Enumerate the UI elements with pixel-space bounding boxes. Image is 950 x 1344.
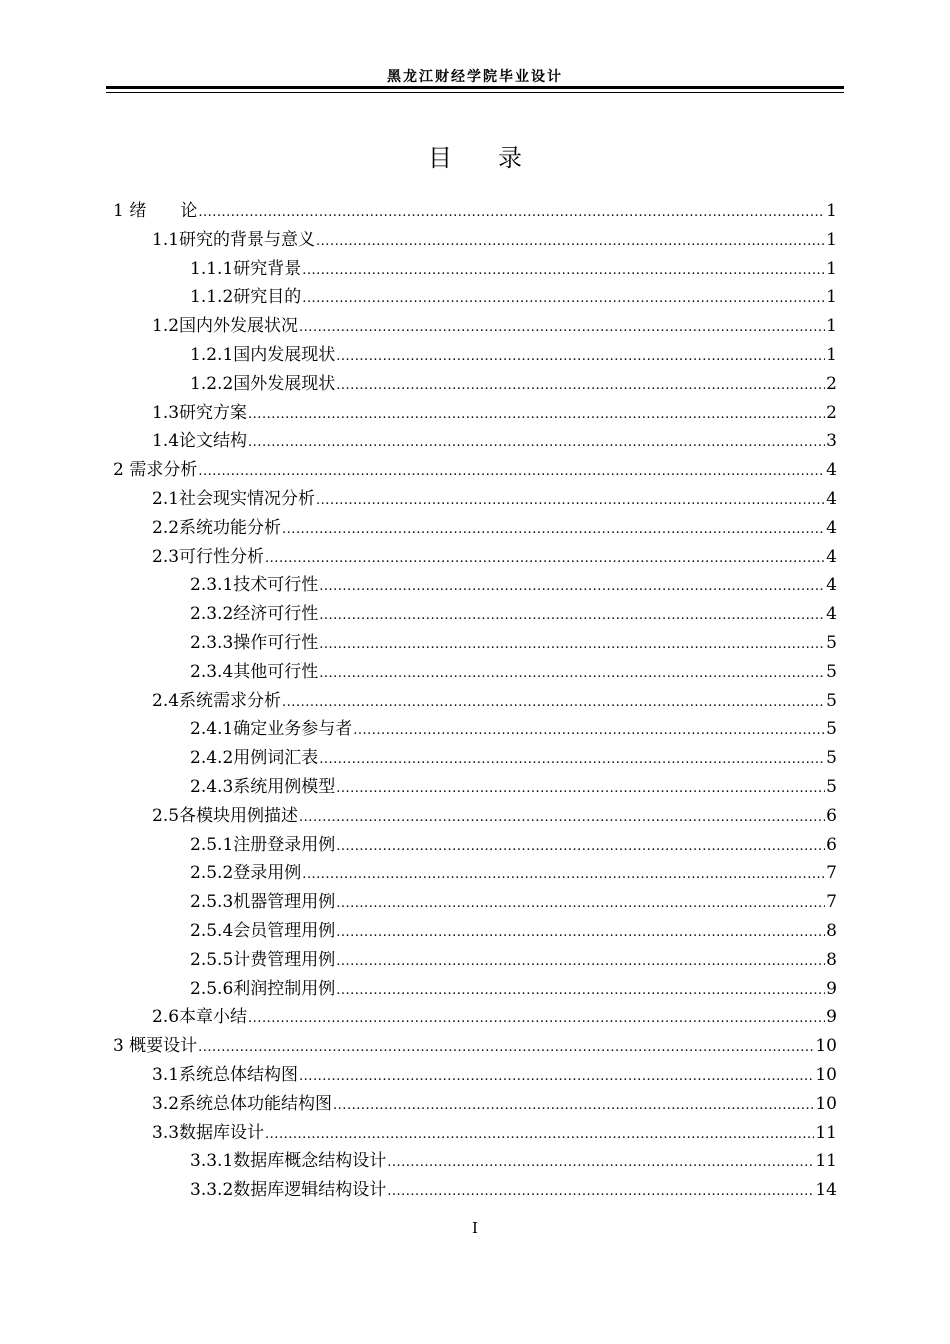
toc-entry-page: 5 bbox=[826, 748, 837, 769]
toc-entry-page: 4 bbox=[826, 460, 837, 481]
toc-entry[interactable] bbox=[113, 456, 837, 485]
toc-entry[interactable] bbox=[113, 341, 837, 370]
toc-entry-number: 1.2.2 bbox=[190, 373, 234, 394]
toc-entry-number: 2.3.3 bbox=[190, 632, 234, 653]
dot-leader bbox=[336, 919, 825, 948]
toc-entry[interactable] bbox=[113, 514, 837, 543]
toc-entry[interactable] bbox=[113, 917, 837, 946]
dot-leader bbox=[333, 1092, 814, 1121]
toc-entry[interactable] bbox=[113, 543, 837, 572]
dot-leader bbox=[336, 372, 825, 401]
toc-entry-label: 系统功能分析 bbox=[179, 517, 282, 538]
toc-entry-label: 技术可行性 bbox=[233, 575, 319, 596]
dot-leader bbox=[319, 746, 825, 775]
toc-entry[interactable] bbox=[113, 687, 837, 716]
toc-entry[interactable] bbox=[113, 600, 837, 629]
footer-page-number: I bbox=[472, 1219, 478, 1237]
toc-entry-label: 操作可行性 bbox=[233, 632, 319, 653]
toc-entry-label: 研究的背景与意义 bbox=[179, 229, 316, 250]
dot-leader bbox=[248, 429, 825, 458]
toc-entry-page: 11 bbox=[815, 1151, 837, 1172]
toc-entry-label: 社会现实情况分析 bbox=[179, 488, 316, 509]
header-rule-thin bbox=[106, 92, 844, 93]
toc-entry-number: 2.6 bbox=[152, 1007, 180, 1028]
toc-entry[interactable] bbox=[113, 1147, 837, 1176]
toc-entry-number: 3 bbox=[113, 1036, 124, 1057]
toc-entry-label: 各模块用例描述 bbox=[179, 805, 299, 826]
toc-entry-page: 6 bbox=[826, 805, 837, 826]
toc-entry-number: 3.3.2 bbox=[190, 1180, 234, 1201]
toc-entry-page: 4 bbox=[826, 575, 837, 596]
toc-entry-label: 确定业务参与者 bbox=[233, 719, 353, 740]
toc-entry-page: 1 bbox=[826, 316, 837, 337]
dot-leader bbox=[387, 1149, 814, 1178]
toc-entry-number: 1.3 bbox=[152, 402, 180, 423]
toc-entry[interactable] bbox=[113, 485, 837, 514]
toc-entry-label: 数据库逻辑结构设计 bbox=[233, 1180, 387, 1201]
toc-entry-label: 利润控制用例 bbox=[233, 978, 336, 999]
toc-entry-page: 9 bbox=[826, 978, 837, 999]
toc-entry[interactable] bbox=[113, 1003, 837, 1032]
toc-entry-label: 系统用例模型 bbox=[233, 776, 336, 797]
dot-leader bbox=[336, 343, 825, 372]
toc-title: 目录 bbox=[428, 144, 568, 172]
toc-entry[interactable] bbox=[113, 831, 837, 860]
toc-entry-page: 1 bbox=[826, 229, 837, 250]
toc-entry-number: 3.1 bbox=[152, 1064, 180, 1085]
dot-leader bbox=[319, 602, 825, 631]
toc-entry[interactable] bbox=[113, 1061, 837, 1090]
dot-leader bbox=[316, 487, 825, 516]
running-header-title: 黑龙江财经学院毕业设计 bbox=[387, 69, 563, 85]
toc-entry-page: 5 bbox=[826, 690, 837, 711]
toc-entry[interactable] bbox=[113, 312, 837, 341]
toc-entry-label: 可行性分析 bbox=[179, 546, 265, 567]
toc-entry[interactable] bbox=[113, 571, 837, 600]
toc-entry-page: 7 bbox=[826, 892, 837, 913]
toc-entry-number: 2.4 bbox=[152, 690, 180, 711]
toc-entry-label: 会员管理用例 bbox=[233, 920, 336, 941]
toc-entry-page: 4 bbox=[826, 517, 837, 538]
toc-entry-number: 2.5.6 bbox=[190, 978, 234, 999]
dot-leader bbox=[198, 1034, 814, 1063]
toc-entry-label: 经济可行性 bbox=[233, 604, 319, 625]
dot-leader bbox=[299, 314, 825, 343]
toc-entry[interactable] bbox=[113, 744, 837, 773]
toc-entry-number: 3.3 bbox=[152, 1122, 180, 1143]
toc-entry-number: 1.2.1 bbox=[190, 344, 234, 365]
dot-leader bbox=[319, 573, 825, 602]
toc-entry-page: 4 bbox=[826, 546, 837, 567]
toc-entry-label: 研究方案 bbox=[179, 402, 248, 423]
toc-entry-number: 2.4.1 bbox=[190, 719, 234, 740]
toc-entry[interactable] bbox=[113, 197, 837, 226]
toc-entry-page: 2 bbox=[826, 402, 837, 423]
dot-leader bbox=[336, 775, 825, 804]
dot-leader bbox=[265, 1121, 814, 1150]
dot-leader bbox=[282, 516, 825, 545]
toc-entry-label: 研究目的 bbox=[233, 287, 302, 308]
toc-entry-number: 2.4.2 bbox=[190, 748, 234, 769]
toc-entry-label: 国外发展现状 bbox=[233, 373, 336, 394]
toc-entry-label: 系统需求分析 bbox=[179, 690, 282, 711]
toc-entry-page: 5 bbox=[826, 661, 837, 682]
toc-entry[interactable] bbox=[113, 1119, 837, 1148]
toc-entry-number: 2.3.1 bbox=[190, 575, 234, 596]
toc-entry-page: 9 bbox=[826, 1007, 837, 1028]
toc-entry-page: 6 bbox=[826, 834, 837, 855]
dot-leader bbox=[302, 257, 825, 286]
toc-entry-label: 需求分析 bbox=[129, 460, 198, 481]
toc-entry[interactable] bbox=[113, 427, 837, 456]
toc-entry-number: 2.3.4 bbox=[190, 661, 234, 682]
toc-entry[interactable] bbox=[113, 1176, 837, 1205]
toc-entry-page: 1 bbox=[826, 344, 837, 365]
toc-entry-page: 8 bbox=[826, 949, 837, 970]
toc-entry-number: 2.5.5 bbox=[190, 949, 234, 970]
toc-entry-number: 2.5 bbox=[152, 805, 180, 826]
toc-entry-number: 2.3 bbox=[152, 546, 180, 567]
toc-entry[interactable] bbox=[113, 1032, 837, 1061]
toc-entry-number: 2.5.3 bbox=[190, 892, 234, 913]
toc-entry-label: 计费管理用例 bbox=[233, 949, 336, 970]
toc-entry-number: 3.3.1 bbox=[190, 1151, 234, 1172]
toc-entry-label: 数据库设计 bbox=[179, 1122, 265, 1143]
toc-entry-page: 2 bbox=[826, 373, 837, 394]
toc-entry-page: 4 bbox=[826, 604, 837, 625]
table-of-contents bbox=[113, 197, 837, 1205]
toc-entry-label: 绪 论 bbox=[129, 201, 198, 221]
toc-entry[interactable] bbox=[113, 283, 837, 312]
toc-entry-page: 4 bbox=[826, 488, 837, 509]
toc-entry[interactable] bbox=[113, 888, 837, 917]
toc-entry-number: 1.2 bbox=[152, 316, 180, 337]
toc-entry-number: 1.1 bbox=[152, 229, 180, 250]
dot-leader bbox=[319, 660, 825, 689]
toc-entry-label: 其他可行性 bbox=[233, 661, 319, 682]
toc-entry[interactable] bbox=[113, 255, 837, 284]
toc-entry-page: 8 bbox=[826, 920, 837, 941]
toc-entry-label: 注册登录用例 bbox=[233, 834, 336, 855]
toc-entry-page: 1 bbox=[826, 201, 837, 221]
dot-leader bbox=[316, 228, 825, 257]
toc-entry-page: 5 bbox=[826, 776, 837, 797]
dot-leader bbox=[282, 689, 825, 718]
toc-entry-number: 2.1 bbox=[152, 488, 180, 509]
toc-entry-page: 3 bbox=[826, 431, 837, 452]
toc-entry[interactable] bbox=[113, 802, 837, 831]
dot-leader bbox=[198, 199, 825, 228]
toc-entry-page: 1 bbox=[826, 258, 837, 279]
toc-entry[interactable] bbox=[113, 226, 837, 255]
toc-entry-label: 国内外发展状况 bbox=[179, 316, 299, 337]
toc-entry-label: 概要设计 bbox=[129, 1036, 198, 1057]
toc-entry[interactable] bbox=[113, 629, 837, 658]
dot-leader bbox=[336, 977, 825, 1006]
dot-leader bbox=[198, 458, 825, 487]
toc-entry[interactable] bbox=[113, 399, 837, 428]
toc-entry[interactable] bbox=[113, 975, 837, 1004]
toc-entry-label: 机器管理用例 bbox=[233, 892, 336, 913]
dot-leader bbox=[248, 401, 825, 430]
toc-entry[interactable] bbox=[113, 859, 837, 888]
toc-entry-page: 11 bbox=[815, 1122, 837, 1143]
toc-entry-label: 数据库概念结构设计 bbox=[233, 1151, 387, 1172]
toc-entry-label: 用例词汇表 bbox=[233, 748, 319, 769]
toc-entry-number: 1.4 bbox=[152, 431, 180, 452]
toc-entry-number: 3.2 bbox=[152, 1093, 180, 1114]
toc-entry-label: 系统总体结构图 bbox=[179, 1064, 299, 1085]
dot-leader bbox=[248, 1005, 825, 1034]
toc-entry[interactable] bbox=[113, 1090, 837, 1119]
toc-entry-number: 2 bbox=[113, 460, 124, 481]
toc-entry-page: 5 bbox=[826, 632, 837, 653]
toc-entry-page: 10 bbox=[815, 1036, 837, 1057]
toc-entry-number: 2.3.2 bbox=[190, 604, 234, 625]
toc-entry-number: 1.1.1 bbox=[190, 258, 234, 279]
dot-leader bbox=[336, 890, 825, 919]
toc-entry-page: 10 bbox=[815, 1064, 837, 1085]
dot-leader bbox=[299, 1063, 814, 1092]
toc-entry-number: 2.5.2 bbox=[190, 863, 234, 884]
dot-leader bbox=[353, 717, 825, 746]
toc-entry-label: 本章小结 bbox=[179, 1007, 248, 1028]
toc-entry-page: 5 bbox=[826, 719, 837, 740]
dot-leader bbox=[336, 948, 825, 977]
dot-leader bbox=[302, 285, 825, 314]
dot-leader bbox=[387, 1178, 814, 1207]
dot-leader bbox=[299, 804, 825, 833]
dot-leader bbox=[319, 631, 825, 660]
toc-entry-label: 系统总体功能结构图 bbox=[179, 1093, 333, 1114]
toc-entry-page: 7 bbox=[826, 863, 837, 884]
toc-entry-page: 14 bbox=[815, 1180, 837, 1201]
toc-entry-page: 1 bbox=[826, 287, 837, 308]
toc-entry[interactable] bbox=[113, 658, 837, 687]
dot-leader bbox=[265, 545, 825, 574]
header-rule-thick bbox=[106, 86, 844, 89]
toc-entry-label: 登录用例 bbox=[233, 863, 302, 884]
toc-entry[interactable] bbox=[113, 370, 837, 399]
toc-entry-number: 1.1.2 bbox=[190, 287, 234, 308]
toc-entry-number: 1 bbox=[113, 201, 124, 221]
toc-entry[interactable] bbox=[113, 773, 837, 802]
toc-entry-number: 2.2 bbox=[152, 517, 180, 538]
toc-entry-number: 2.4.3 bbox=[190, 776, 234, 797]
toc-entry[interactable] bbox=[113, 715, 837, 744]
toc-entry-label: 国内发展现状 bbox=[233, 344, 336, 365]
toc-entry-number: 2.5.4 bbox=[190, 920, 234, 941]
toc-entry-label: 论文结构 bbox=[179, 431, 248, 452]
toc-entry[interactable] bbox=[113, 946, 837, 975]
toc-entry-label: 研究背景 bbox=[233, 258, 302, 279]
dot-leader bbox=[302, 861, 825, 890]
toc-entry-number: 2.5.1 bbox=[190, 834, 234, 855]
toc-entry-page: 10 bbox=[815, 1093, 837, 1114]
dot-leader bbox=[336, 833, 825, 862]
